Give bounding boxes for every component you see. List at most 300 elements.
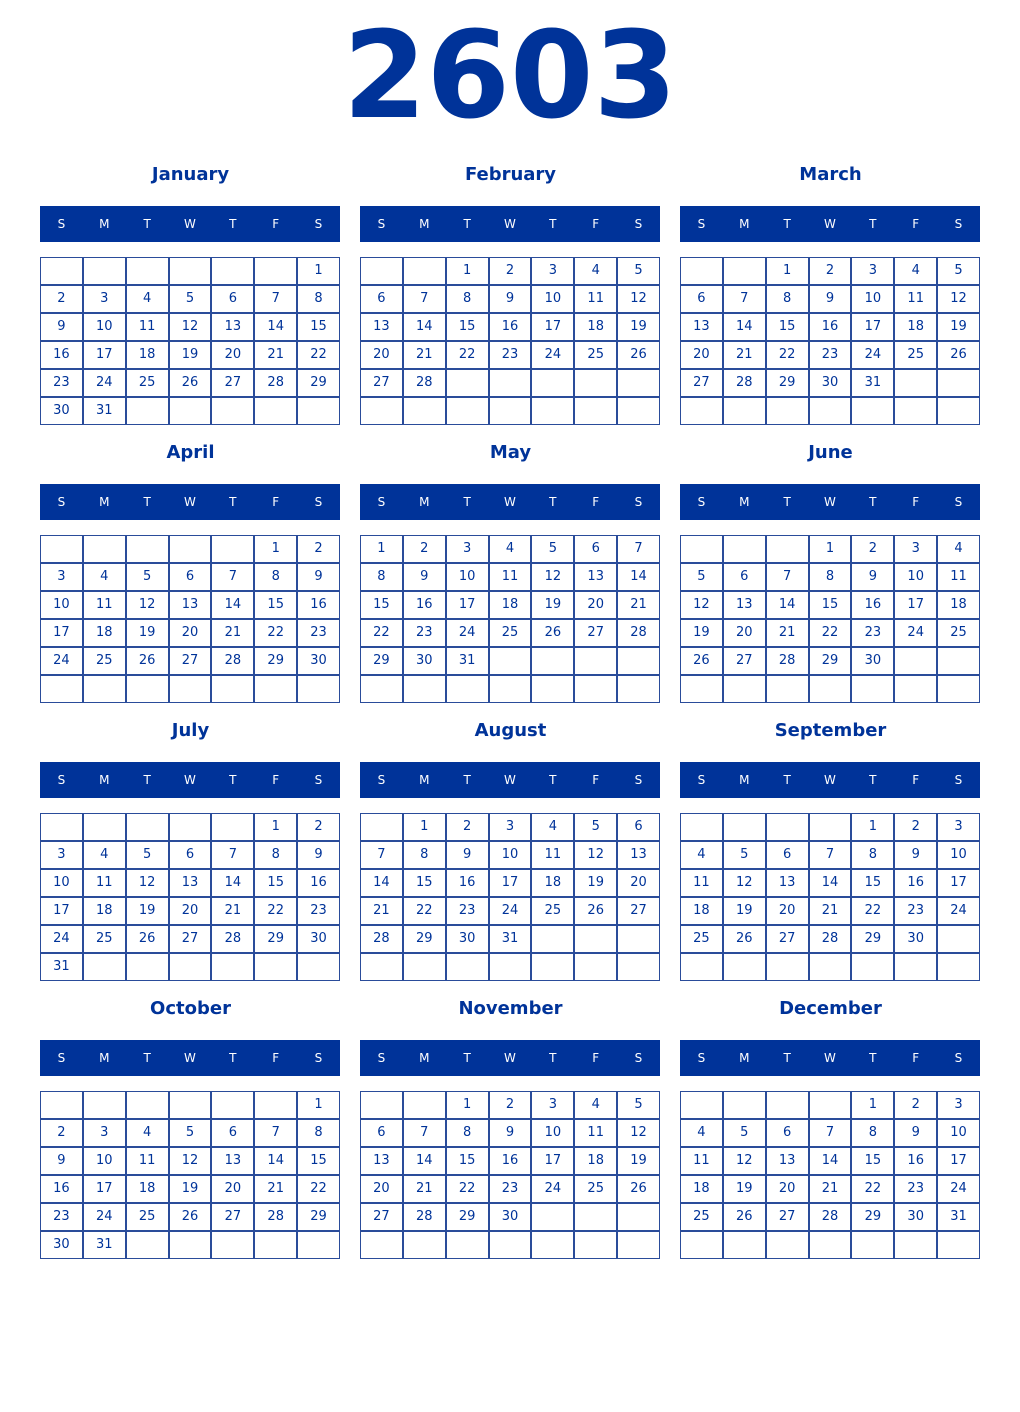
day-cell: 14: [809, 869, 852, 897]
day-cell: 23: [297, 897, 340, 925]
day-cell: 10: [937, 1119, 980, 1147]
day-cell: 18: [489, 591, 532, 619]
day-cell: 31: [83, 1231, 126, 1259]
day-cell: 19: [574, 869, 617, 897]
empty-day-cell: [403, 1091, 446, 1119]
empty-day-cell: [489, 953, 532, 981]
weekday-label: S: [377, 1051, 386, 1065]
empty-day-cell: [937, 925, 980, 953]
day-cell: 12: [531, 563, 574, 591]
weekday-label: F: [592, 1051, 600, 1065]
weekday-label: W: [824, 217, 836, 231]
day-cell: 10: [531, 285, 574, 313]
day-cell: 14: [211, 869, 254, 897]
empty-day-cell: [169, 535, 212, 563]
empty-day-cell: [617, 925, 660, 953]
day-cell: 29: [297, 369, 340, 397]
day-cell: 12: [723, 869, 766, 897]
day-cell: 18: [574, 313, 617, 341]
day-cell: 13: [169, 869, 212, 897]
day-cell: 17: [531, 1147, 574, 1175]
empty-day-cell: [937, 369, 980, 397]
day-cell: 15: [446, 313, 489, 341]
empty-day-cell: [894, 675, 937, 703]
weekday-label: F: [592, 495, 600, 509]
month-name: September: [774, 720, 887, 741]
day-cell: 23: [403, 619, 446, 647]
empty-day-cell: [403, 397, 446, 425]
empty-day-cell: [680, 397, 723, 425]
day-cell: 22: [254, 619, 297, 647]
empty-day-cell: [446, 397, 489, 425]
day-cell: 17: [83, 341, 126, 369]
day-cell: 10: [83, 313, 126, 341]
day-cell: 6: [169, 563, 212, 591]
day-cell: 18: [83, 619, 126, 647]
empty-day-cell: [83, 535, 126, 563]
weekday-label: F: [592, 217, 600, 231]
weekday-label: S: [314, 217, 323, 231]
day-cell: 4: [531, 813, 574, 841]
weekday-label: S: [314, 495, 323, 509]
weekday-label: M: [419, 1051, 430, 1065]
day-cell: 6: [360, 285, 403, 313]
day-cell: 25: [489, 619, 532, 647]
weekday-label: M: [739, 495, 750, 509]
day-cell: 1: [297, 1091, 340, 1119]
empty-day-cell: [360, 953, 403, 981]
day-cell: 17: [446, 591, 489, 619]
day-cell: 26: [531, 619, 574, 647]
day-cell: 15: [254, 869, 297, 897]
empty-day-cell: [531, 369, 574, 397]
day-cell: 5: [617, 257, 660, 285]
weekday-label: M: [99, 773, 110, 787]
month-name: May: [489, 442, 532, 463]
weekday-label: S: [57, 495, 66, 509]
day-cell: 2: [489, 257, 532, 285]
day-cell: 2: [489, 1091, 532, 1119]
day-cell: 26: [617, 341, 660, 369]
weekday-label: F: [912, 495, 920, 509]
day-cell: 26: [680, 647, 723, 675]
day-cell: 10: [83, 1147, 126, 1175]
day-cell: 23: [297, 619, 340, 647]
day-cell: 11: [126, 1147, 169, 1175]
day-cell: 1: [766, 257, 809, 285]
day-cell: 29: [360, 647, 403, 675]
weekday-label: T: [143, 1051, 151, 1065]
day-cell: 15: [851, 869, 894, 897]
month-name: July: [171, 720, 210, 741]
day-cell: 5: [723, 841, 766, 869]
day-cell: 24: [83, 369, 126, 397]
day-cell: 27: [680, 369, 723, 397]
day-cell: 8: [809, 563, 852, 591]
day-cell: 22: [446, 1175, 489, 1203]
empty-day-cell: [83, 953, 126, 981]
empty-day-cell: [937, 397, 980, 425]
day-grid: [40, 813, 341, 982]
weekday-label: T: [549, 773, 557, 787]
day-cell: 1: [809, 535, 852, 563]
day-cell: 4: [680, 841, 723, 869]
day-cell: 19: [126, 619, 169, 647]
day-cell: 20: [211, 1175, 254, 1203]
weekday-label: W: [184, 773, 196, 787]
empty-day-cell: [126, 1091, 169, 1119]
weekday-label: T: [549, 495, 557, 509]
empty-day-cell: [126, 953, 169, 981]
day-cell: 6: [766, 1119, 809, 1147]
day-cell: 1: [446, 1091, 489, 1119]
weekday-label: W: [504, 495, 516, 509]
empty-day-cell: [297, 675, 340, 703]
day-cell: 4: [126, 1119, 169, 1147]
day-cell: 20: [360, 341, 403, 369]
day-cell: 29: [446, 1203, 489, 1231]
empty-day-cell: [254, 1231, 297, 1259]
day-cell: 22: [851, 897, 894, 925]
day-cell: 24: [531, 1175, 574, 1203]
empty-day-cell: [937, 1231, 980, 1259]
day-cell: 7: [360, 841, 403, 869]
day-cell: 28: [360, 925, 403, 953]
day-cell: 23: [894, 897, 937, 925]
day-cell: 10: [894, 563, 937, 591]
day-cell: 11: [937, 563, 980, 591]
empty-day-cell: [83, 813, 126, 841]
day-cell: 4: [894, 257, 937, 285]
weekday-label: S: [697, 217, 706, 231]
day-cell: 12: [617, 1119, 660, 1147]
weekday-header: [40, 484, 340, 520]
day-cell: 15: [360, 591, 403, 619]
empty-day-cell: [723, 1091, 766, 1119]
day-cell: 29: [851, 1203, 894, 1231]
empty-day-cell: [169, 1231, 212, 1259]
weekday-label: T: [549, 1051, 557, 1065]
day-cell: 12: [723, 1147, 766, 1175]
weekday-label: M: [99, 495, 110, 509]
day-cell: 21: [809, 897, 852, 925]
day-cell: 24: [489, 897, 532, 925]
weekday-label: W: [824, 773, 836, 787]
day-cell: 2: [297, 535, 340, 563]
empty-day-cell: [574, 397, 617, 425]
empty-day-cell: [360, 1091, 403, 1119]
day-cell: 2: [40, 285, 83, 313]
day-cell: 25: [680, 925, 723, 953]
day-cell: 23: [446, 897, 489, 925]
day-cell: 8: [297, 285, 340, 313]
day-cell: 20: [360, 1175, 403, 1203]
day-cell: 9: [40, 1147, 83, 1175]
day-cell: 13: [360, 1147, 403, 1175]
day-cell: 12: [169, 313, 212, 341]
day-cell: 29: [766, 369, 809, 397]
day-cell: 19: [723, 1175, 766, 1203]
empty-day-cell: [40, 675, 83, 703]
empty-day-cell: [531, 1231, 574, 1259]
empty-day-cell: [169, 813, 212, 841]
day-cell: 3: [937, 1091, 980, 1119]
day-cell: 25: [83, 647, 126, 675]
day-cell: 15: [403, 869, 446, 897]
day-cell: 17: [937, 869, 980, 897]
day-cell: 25: [680, 1203, 723, 1231]
day-cell: 5: [680, 563, 723, 591]
day-cell: 28: [617, 619, 660, 647]
empty-day-cell: [809, 397, 852, 425]
empty-day-cell: [766, 1231, 809, 1259]
day-cell: 23: [809, 341, 852, 369]
weekday-label: T: [143, 773, 151, 787]
empty-day-cell: [766, 1091, 809, 1119]
day-cell: 21: [254, 1175, 297, 1203]
weekday-label: T: [229, 773, 237, 787]
empty-day-cell: [211, 257, 254, 285]
day-cell: 6: [211, 1119, 254, 1147]
day-cell: 28: [403, 369, 446, 397]
day-cell: 30: [297, 647, 340, 675]
day-cell: 13: [360, 313, 403, 341]
day-cell: 4: [126, 285, 169, 313]
day-grid: [680, 257, 981, 426]
day-cell: 23: [40, 1203, 83, 1231]
month-name: October: [150, 998, 231, 1019]
empty-day-cell: [126, 1231, 169, 1259]
month-name: April: [166, 442, 215, 463]
weekday-label: S: [377, 773, 386, 787]
day-cell: 30: [894, 925, 937, 953]
day-cell: 1: [254, 813, 297, 841]
day-cell: 27: [211, 369, 254, 397]
empty-day-cell: [766, 397, 809, 425]
empty-day-cell: [169, 1091, 212, 1119]
day-cell: 23: [851, 619, 894, 647]
day-cell: 11: [489, 563, 532, 591]
weekday-label: S: [697, 1051, 706, 1065]
day-cell: 5: [169, 1119, 212, 1147]
day-cell: 9: [297, 563, 340, 591]
weekday-header: [680, 1040, 980, 1076]
day-cell: 8: [446, 1119, 489, 1147]
day-cell: 15: [446, 1147, 489, 1175]
day-cell: 14: [766, 591, 809, 619]
empty-day-cell: [894, 953, 937, 981]
day-cell: 23: [489, 341, 532, 369]
empty-day-cell: [894, 647, 937, 675]
day-cell: 25: [937, 619, 980, 647]
day-cell: 29: [297, 1203, 340, 1231]
weekday-header: [360, 206, 660, 242]
empty-day-cell: [617, 647, 660, 675]
day-cell: 11: [680, 1147, 723, 1175]
empty-day-cell: [574, 1203, 617, 1231]
day-grid: [360, 535, 661, 704]
day-cell: 21: [723, 341, 766, 369]
day-cell: 8: [851, 1119, 894, 1147]
empty-day-cell: [723, 257, 766, 285]
weekday-label: T: [143, 495, 151, 509]
day-cell: 16: [40, 341, 83, 369]
day-cell: 3: [83, 285, 126, 313]
weekday-header: [40, 1040, 340, 1076]
day-cell: 27: [574, 619, 617, 647]
empty-day-cell: [211, 953, 254, 981]
weekday-label: W: [504, 217, 516, 231]
empty-day-cell: [617, 1231, 660, 1259]
weekday-label: T: [463, 773, 471, 787]
day-cell: 19: [680, 619, 723, 647]
day-cell: 1: [297, 257, 340, 285]
weekday-label: T: [229, 495, 237, 509]
month-name: August: [474, 720, 547, 741]
day-cell: 9: [446, 841, 489, 869]
empty-day-cell: [40, 535, 83, 563]
empty-day-cell: [680, 257, 723, 285]
day-cell: 5: [937, 257, 980, 285]
empty-day-cell: [680, 1091, 723, 1119]
weekday-label: S: [314, 773, 323, 787]
empty-day-cell: [254, 953, 297, 981]
empty-day-cell: [40, 813, 83, 841]
day-cell: 28: [211, 647, 254, 675]
month-name: February: [464, 164, 557, 185]
empty-day-cell: [446, 369, 489, 397]
day-cell: 28: [211, 925, 254, 953]
day-cell: 7: [254, 285, 297, 313]
day-cell: 21: [360, 897, 403, 925]
day-cell: 10: [446, 563, 489, 591]
day-grid: [40, 257, 341, 426]
empty-day-cell: [809, 953, 852, 981]
weekday-label: T: [463, 217, 471, 231]
day-cell: 6: [169, 841, 212, 869]
empty-day-cell: [766, 535, 809, 563]
day-cell: 20: [680, 341, 723, 369]
day-cell: 8: [254, 563, 297, 591]
day-cell: 27: [169, 925, 212, 953]
empty-day-cell: [723, 397, 766, 425]
day-cell: 22: [297, 1175, 340, 1203]
day-cell: 10: [40, 591, 83, 619]
day-cell: 13: [211, 1147, 254, 1175]
day-cell: 22: [403, 897, 446, 925]
day-cell: 26: [169, 369, 212, 397]
empty-day-cell: [680, 675, 723, 703]
day-cell: 16: [403, 591, 446, 619]
weekday-label: S: [697, 495, 706, 509]
day-cell: 21: [403, 341, 446, 369]
weekday-label: T: [869, 1051, 877, 1065]
weekday-label: W: [184, 217, 196, 231]
day-cell: 22: [851, 1175, 894, 1203]
day-cell: 8: [403, 841, 446, 869]
day-cell: 17: [937, 1147, 980, 1175]
day-cell: 24: [40, 925, 83, 953]
empty-day-cell: [809, 1231, 852, 1259]
weekday-label: T: [463, 1051, 471, 1065]
empty-day-cell: [937, 647, 980, 675]
day-cell: 17: [894, 591, 937, 619]
empty-day-cell: [680, 535, 723, 563]
day-cell: 30: [297, 925, 340, 953]
day-cell: 14: [617, 563, 660, 591]
day-cell: 15: [851, 1147, 894, 1175]
empty-day-cell: [894, 397, 937, 425]
day-cell: 1: [851, 813, 894, 841]
empty-day-cell: [531, 675, 574, 703]
weekday-label: S: [634, 1051, 643, 1065]
day-cell: 2: [894, 813, 937, 841]
weekday-label: S: [954, 1051, 963, 1065]
year-title: 2603: [343, 7, 677, 146]
day-cell: 17: [489, 869, 532, 897]
weekday-label: T: [783, 1051, 791, 1065]
day-cell: 3: [531, 257, 574, 285]
day-cell: 6: [211, 285, 254, 313]
day-cell: 4: [937, 535, 980, 563]
day-cell: 7: [809, 1119, 852, 1147]
empty-day-cell: [574, 369, 617, 397]
day-cell: 18: [126, 341, 169, 369]
day-cell: 3: [851, 257, 894, 285]
day-cell: 7: [211, 841, 254, 869]
day-cell: 20: [617, 869, 660, 897]
day-cell: 22: [809, 619, 852, 647]
day-cell: 27: [766, 925, 809, 953]
day-cell: 8: [254, 841, 297, 869]
day-cell: 5: [531, 535, 574, 563]
day-cell: 23: [489, 1175, 532, 1203]
day-cell: 30: [40, 1231, 83, 1259]
empty-day-cell: [574, 675, 617, 703]
day-cell: 8: [360, 563, 403, 591]
empty-day-cell: [126, 397, 169, 425]
day-cell: 2: [403, 535, 446, 563]
empty-day-cell: [297, 1231, 340, 1259]
day-cell: 30: [809, 369, 852, 397]
weekday-label: S: [57, 773, 66, 787]
month-name: June: [808, 442, 853, 463]
empty-day-cell: [40, 257, 83, 285]
day-grid: [40, 1091, 341, 1260]
empty-day-cell: [574, 1231, 617, 1259]
day-cell: 2: [894, 1091, 937, 1119]
day-cell: 14: [723, 313, 766, 341]
empty-day-cell: [360, 257, 403, 285]
empty-day-cell: [403, 257, 446, 285]
day-cell: 18: [83, 897, 126, 925]
day-cell: 20: [169, 897, 212, 925]
day-cell: 16: [851, 591, 894, 619]
day-cell: 19: [617, 1147, 660, 1175]
day-cell: 22: [446, 341, 489, 369]
empty-day-cell: [211, 675, 254, 703]
day-cell: 25: [126, 1203, 169, 1231]
weekday-label: S: [57, 1051, 66, 1065]
month-name: January: [151, 164, 230, 185]
day-cell: 22: [766, 341, 809, 369]
day-cell: 26: [169, 1203, 212, 1231]
day-cell: 20: [211, 341, 254, 369]
weekday-label: M: [739, 217, 750, 231]
day-cell: 9: [403, 563, 446, 591]
empty-day-cell: [851, 675, 894, 703]
day-cell: 30: [851, 647, 894, 675]
